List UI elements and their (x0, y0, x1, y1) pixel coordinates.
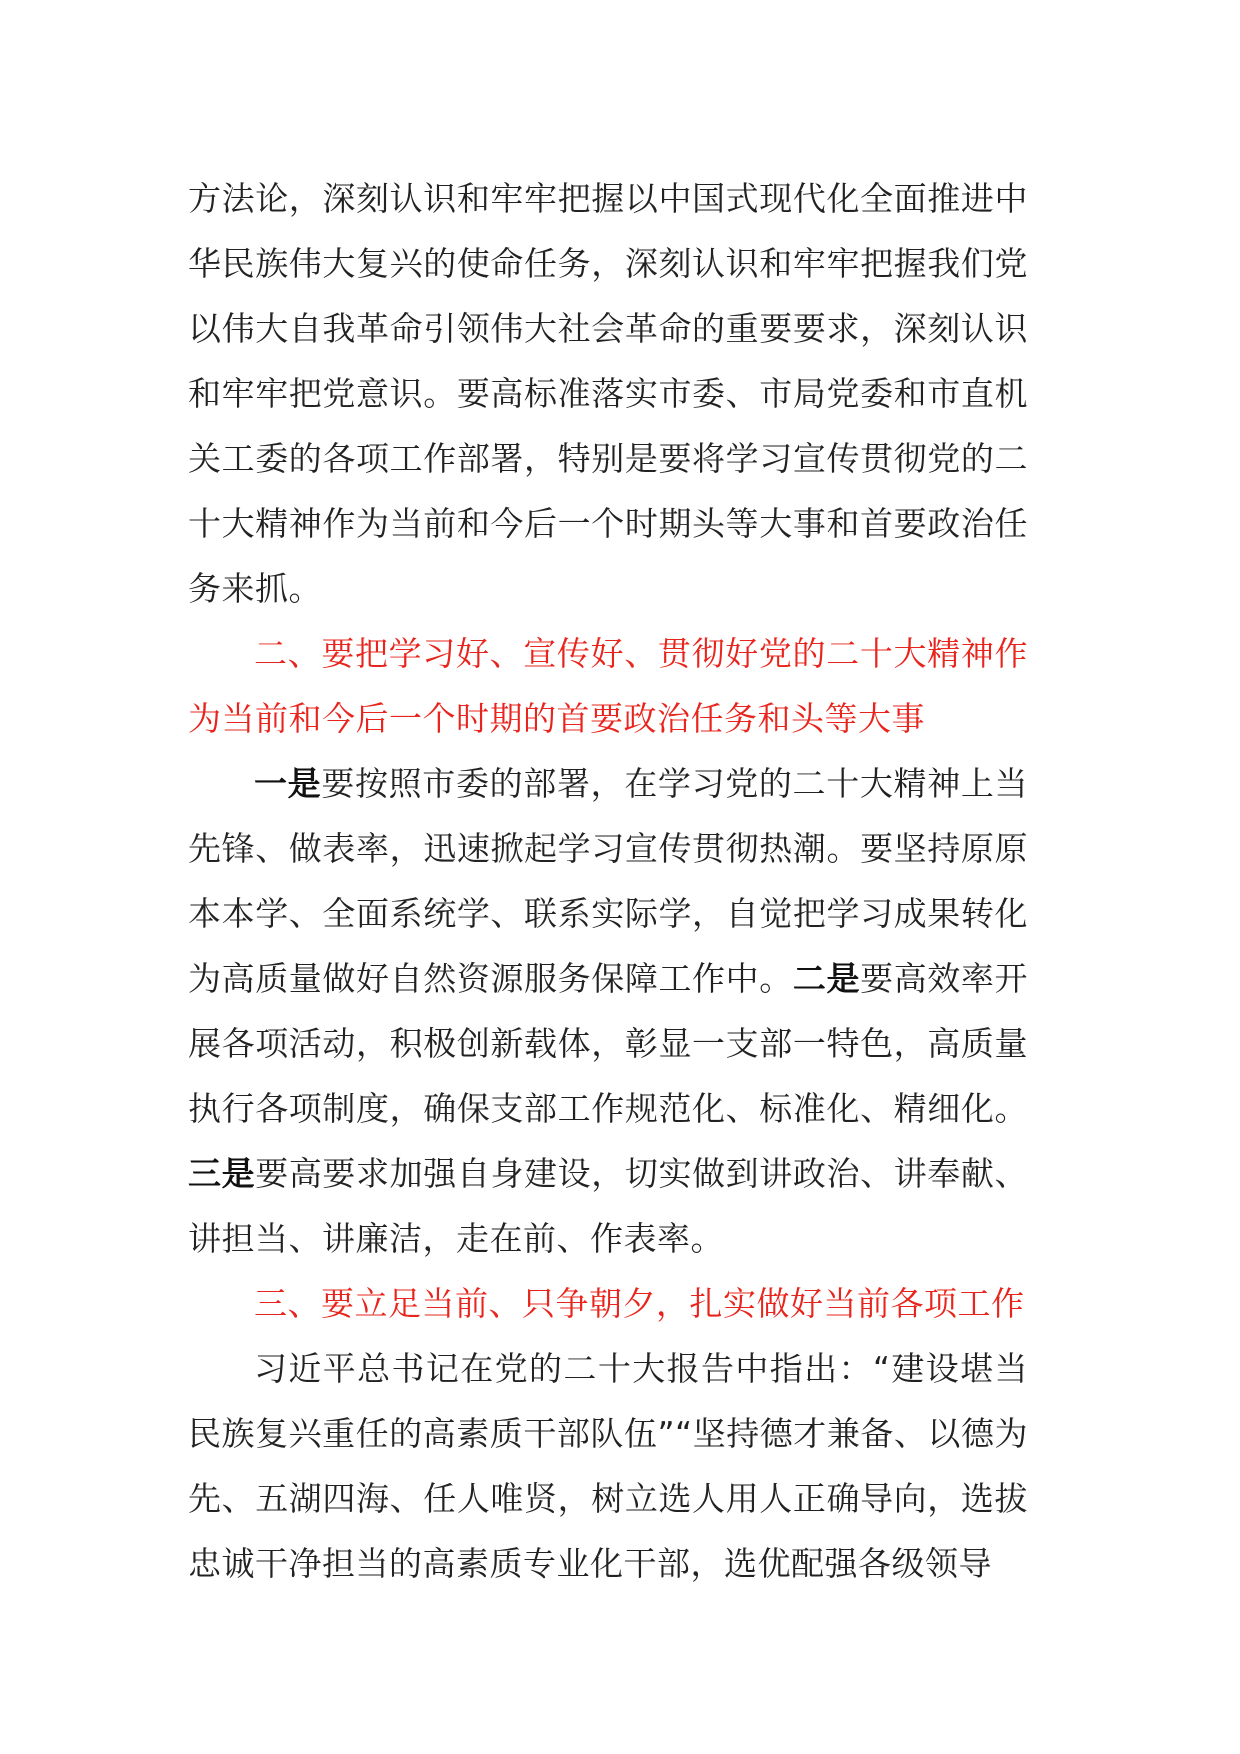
lead-term-third: 三是 (188, 1154, 256, 1193)
document-body (188, 166, 1028, 1596)
paragraph-intro: 方法论，深刻认识和牢牢把握以中国式现代化全面推进中华民族伟大复兴的使命任务，深刻认识和牢牢把握我们党以伟大自我革命引领伟大社会革命的重要要求，深刻认识和牢牢把党意识。要高标准落实市委、市局党委和市直机关工委的各项工作部署，特别是要将学习宣传贯彻党的二十大精神作为当前和今后一个时期头等大事和首要政治任务来抓。 (188, 179, 1028, 608)
paragraph-text-second: 要高效率开展各项活动，积极创新载体，彰显一支部一特色，高质量执行各项制度，确保支部工作规范化、标准化、精细化。 (188, 959, 1029, 1128)
paragraph-text-first: 要按照市委的部署，在学习党的二十大精神上当先锋、做表率，迅速掀起学习宣传贯彻热潮。要坚持原原本本学、全面系统学、联系实际学，自觉把学习成果转化为高质量做好自然资源服务保障工作中。 (188, 764, 1029, 998)
lead-term-first: 一是 (254, 764, 322, 803)
paragraph-text-third: 要高要求加强自身建设，切实做到讲政治、讲奉献、讲担当、讲廉洁，走在前、作表率。 (188, 1154, 1029, 1258)
section-heading-2: 二、要把学习好、宣传好、贯彻好党的二十大精神作为当前和今后一个时期的首要政治任务和头等大事 (188, 634, 1028, 738)
section-heading-3: 三、要立足当前、只争朝夕，扎实做好当前各项工作 (254, 1284, 1025, 1323)
paragraph-section-2 (188, 751, 1028, 1271)
paragraph-section-3: 习近平总书记在党的二十大报告中指出：“建设堪当民族复兴重任的高素质干部队伍”“坚持德才兼备、以德为先、五湖四海、任人唯贤，树立选人用人正确导向，选拔忠诚干净担当的高素质专业化干部，选优配强各级领导 (188, 1349, 1028, 1583)
lead-term-second: 二是 (792, 959, 861, 998)
